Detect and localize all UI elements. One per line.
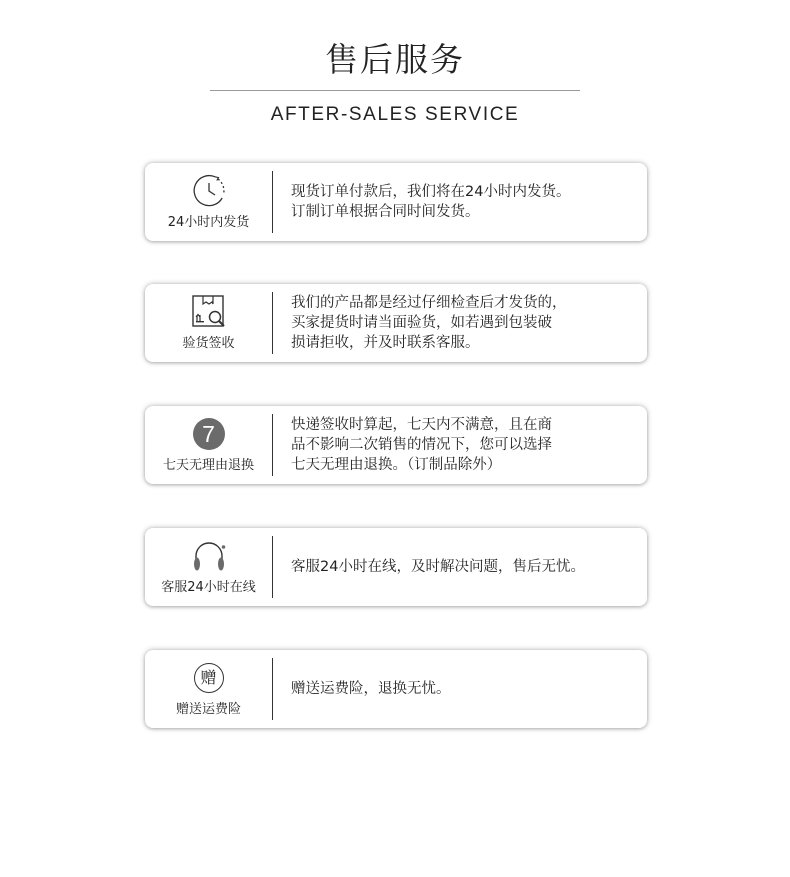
service-description [291, 406, 619, 484]
service-description [291, 163, 619, 241]
service-description [291, 650, 619, 728]
card-divider [272, 658, 273, 720]
description-line: 订制订单根据合同时间发货。 [291, 204, 480, 220]
service-card-customer-support [145, 528, 647, 606]
description-line: 客服24小时在线，及时解决问题，售后无忧。 [291, 559, 585, 575]
service-card-freight-insurance [145, 650, 647, 728]
service-card-left [145, 163, 272, 241]
service-label: 验货签收 [182, 336, 235, 351]
service-label: 客服24小时在线 [161, 580, 256, 595]
description-line: 现货订单付款后，我们将在24小时内发货。 [291, 184, 571, 200]
gift-insurance-icon: 赠 [194, 663, 224, 693]
headset-icon [145, 536, 272, 576]
card-divider [272, 414, 273, 476]
service-label: 24小时内发货 [167, 215, 250, 230]
page-subtitle: AFTER-SALES SERVICE [270, 104, 520, 125]
seven-day-icon: 7 [193, 418, 225, 450]
service-card-left [145, 528, 272, 606]
title-divider [210, 90, 580, 91]
service-card-inspection [145, 284, 647, 362]
service-label: 七天无理由退换 [162, 458, 254, 473]
service-description [291, 284, 619, 362]
service-card-left [145, 406, 272, 484]
service-card-returns [145, 406, 647, 484]
service-card-shipping [145, 163, 647, 241]
description-line: 买家提货时请当面验货，如若遇到包装破 [291, 315, 552, 331]
card-divider [272, 292, 273, 354]
seven-day-icon-wrap [145, 414, 272, 454]
service-card-left [145, 650, 272, 728]
package-inspect-icon [145, 292, 272, 332]
description-line: 快递签收时算起，七天内不满意，且在商 [291, 417, 552, 433]
description-line: 赠送运费险，退换无忧。 [291, 681, 451, 697]
clock-icon [145, 171, 272, 211]
description-line: 品不影响二次销售的情况下，您可以选择 [291, 437, 552, 453]
service-card-left [145, 284, 272, 362]
card-divider [272, 536, 273, 598]
page-title: 售后服务 [325, 40, 465, 79]
card-divider [272, 171, 273, 233]
service-label: 赠送运费险 [175, 702, 241, 717]
description-line: 七天无理由退换。（订制品除外） [291, 457, 502, 473]
service-description [291, 528, 619, 606]
description-line: 损请拒收，并及时联系客服。 [291, 335, 480, 351]
gift-insurance-icon-wrap [145, 658, 272, 698]
description-line: 我们的产品都是经过仔细检查后才发货的， [291, 295, 567, 311]
